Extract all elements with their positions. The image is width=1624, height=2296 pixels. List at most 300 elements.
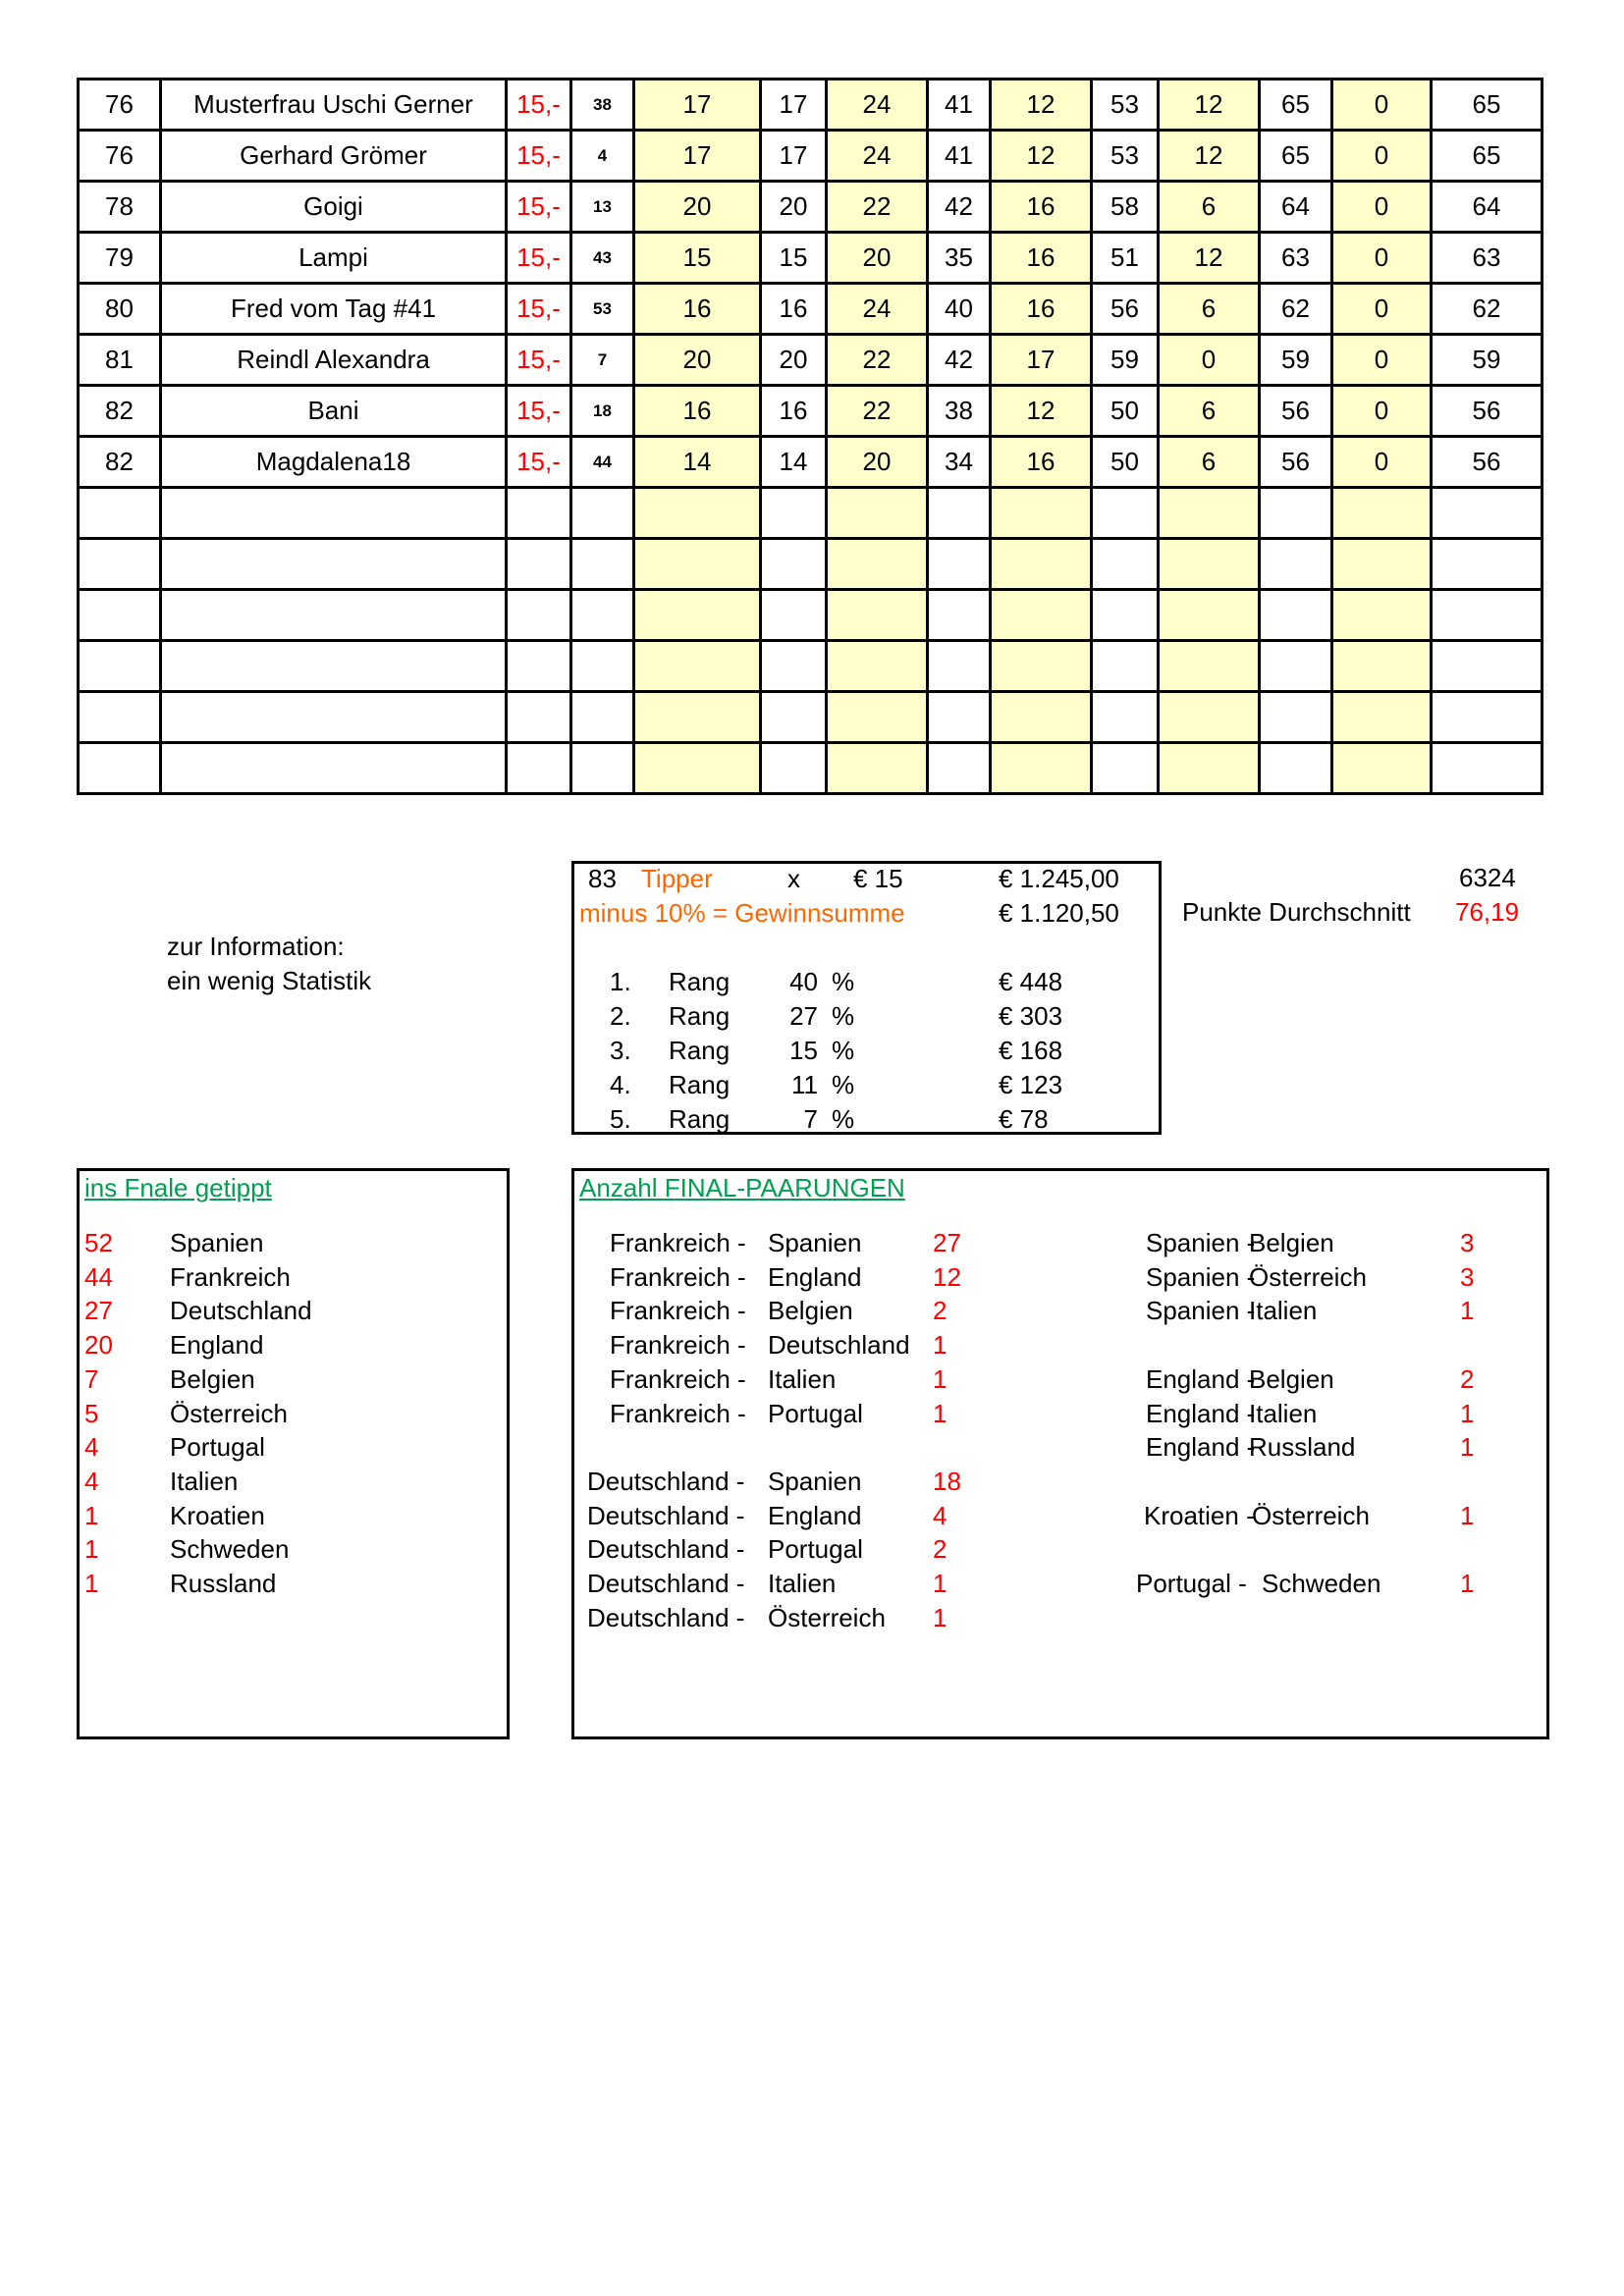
fee-cell: 15,- (507, 284, 571, 335)
percent-sign: % (832, 967, 855, 996)
score-cell (827, 539, 928, 590)
score-cell: 15 (761, 233, 827, 284)
rank-label: Rang (669, 1036, 731, 1065)
score-cell (827, 641, 928, 692)
rank-label: Rang (669, 1070, 731, 1099)
score-cell (761, 641, 827, 692)
rank-cell (79, 692, 161, 743)
pairing-item (1124, 1501, 1537, 1535)
pairing-team-b: Italien (768, 1569, 837, 1598)
score-cell: 12 (1159, 131, 1260, 182)
table-row (79, 743, 1543, 794)
score-cell (634, 692, 761, 743)
pairing-team-a: Spanien - (1146, 1296, 1256, 1326)
minus-label: minus 10% = Gewinnsumme (579, 898, 905, 928)
pairing-team-b: Österreich (1252, 1500, 1370, 1530)
pairing-team-a: Frankreich - (610, 1296, 746, 1326)
score-cell: 35 (928, 233, 991, 284)
score-cell: 16 (991, 182, 1092, 233)
total-cell: 65 (1432, 80, 1543, 131)
total-cell: 63 (1432, 233, 1543, 284)
pairing-count: 1 (1460, 1500, 1475, 1530)
pairing-team-b: England (768, 1500, 862, 1530)
pairing-team-a: Frankreich - (610, 1261, 746, 1292)
pairing-item (1124, 1262, 1537, 1297)
score-cell: 16 (991, 437, 1092, 488)
score-cell: 22 (827, 335, 928, 386)
tipper-number-cell (571, 590, 634, 641)
prize-net-row (574, 898, 1159, 933)
score-cell (1260, 539, 1332, 590)
name-cell: Magdalena18 (161, 437, 507, 488)
rank-cell (79, 641, 161, 692)
tipper-number-cell: 44 (571, 437, 634, 488)
tipper-number-cell (571, 692, 634, 743)
score-cell (761, 692, 827, 743)
finalist-count: 1 (84, 1569, 99, 1598)
pairing-team-a: Portugal - (1136, 1569, 1247, 1598)
pairing-team-a: Frankreich - (610, 1363, 746, 1394)
rank-amount: € 123 (999, 1070, 1063, 1099)
score-cell: 17 (634, 80, 761, 131)
rank-percent: 7 (803, 1104, 818, 1134)
pairing-count: 27 (933, 1228, 961, 1257)
score-cell (1092, 641, 1159, 692)
prize-rank-row (574, 1104, 1159, 1139)
finalist-count: 7 (84, 1363, 99, 1394)
fee-cell: 15,- (507, 182, 571, 233)
fee-cell (507, 539, 571, 590)
rank-cell: 81 (79, 335, 161, 386)
finalist-team: Schweden (170, 1534, 290, 1565)
rank-cell: 82 (79, 437, 161, 488)
score-cell: 17 (634, 131, 761, 182)
points-average-label: Punkte Durchschnitt (1182, 897, 1411, 927)
table-row (79, 335, 1543, 386)
pairing-team-a: Deutschland - (587, 1500, 745, 1530)
pairing-item (1124, 1399, 1537, 1433)
finalist-item (80, 1330, 507, 1364)
pairing-item (1124, 1432, 1537, 1467)
tipper-number-cell: 43 (571, 233, 634, 284)
score-cell: 56 (1092, 284, 1159, 335)
name-cell (161, 743, 507, 794)
name-cell: Fred vom Tag #41 (161, 284, 507, 335)
score-cell: 24 (827, 131, 928, 182)
rank-cell: 80 (79, 284, 161, 335)
score-cell (1092, 743, 1159, 794)
finalist-count: 44 (84, 1261, 113, 1292)
rank-percent: 27 (789, 1001, 818, 1031)
score-cell (1092, 539, 1159, 590)
rank-label: Rang (669, 1104, 731, 1134)
table-row (79, 284, 1543, 335)
percent-sign: % (832, 1001, 855, 1031)
score-cell: 0 (1159, 335, 1260, 386)
score-cell (1092, 590, 1159, 641)
score-cell (991, 692, 1092, 743)
table-row (79, 233, 1543, 284)
score-cell: 24 (827, 80, 928, 131)
pairing-team-b: Spanien (768, 1228, 862, 1257)
rank-cell: 76 (79, 131, 161, 182)
rank-percent: 11 (791, 1070, 818, 1099)
score-cell (1332, 743, 1432, 794)
score-cell: 17 (761, 131, 827, 182)
total-cell: 59 (1432, 335, 1543, 386)
total-cell: 65 (1432, 131, 1543, 182)
score-cell: 16 (761, 386, 827, 437)
finalist-team: Italien (170, 1466, 239, 1496)
score-cell: 65 (1260, 131, 1332, 182)
rank-label: Rang (669, 967, 731, 996)
rank-cell (79, 743, 161, 794)
finalist-team: Portugal (170, 1432, 265, 1463)
pairing-count: 1 (933, 1330, 947, 1361)
pairing-count: 1 (1460, 1432, 1475, 1463)
score-cell: 0 (1332, 233, 1432, 284)
score-cell: 41 (928, 80, 991, 131)
score-cell: 16 (634, 386, 761, 437)
score-cell (1332, 539, 1432, 590)
score-cell: 0 (1332, 80, 1432, 131)
pairing-item (574, 1399, 987, 1433)
tipper-number-cell: 38 (571, 80, 634, 131)
pairing-count: 3 (1460, 1261, 1475, 1292)
score-cell (1260, 641, 1332, 692)
score-cell (1159, 641, 1260, 692)
finalists-title: ins Fnale getippt (84, 1173, 272, 1202)
name-cell (161, 488, 507, 539)
finalist-count: 4 (84, 1432, 99, 1463)
pairing-item (574, 1364, 987, 1399)
score-cell: 42 (928, 182, 991, 233)
fee-cell: 15,- (507, 80, 571, 131)
score-cell: 12 (991, 80, 1092, 131)
total-cell: 64 (1432, 182, 1543, 233)
pairing-team-b: Belgien (1249, 1228, 1334, 1257)
pairing-count: 3 (1460, 1228, 1475, 1257)
score-cell: 17 (761, 80, 827, 131)
pairing-team-a: Frankreich - (610, 1330, 746, 1361)
score-cell (1159, 488, 1260, 539)
score-cell (634, 743, 761, 794)
score-cell (1260, 692, 1332, 743)
name-cell (161, 641, 507, 692)
finalist-team: Frankreich (170, 1261, 291, 1292)
score-cell: 59 (1260, 335, 1332, 386)
pairing-team-a: Deutschland - (587, 1602, 745, 1632)
rank-percent: 15 (789, 1036, 818, 1065)
table-row (79, 488, 1543, 539)
pairing-item (574, 1603, 987, 1637)
pairing-count: 1 (933, 1569, 947, 1598)
score-cell (928, 539, 991, 590)
score-cell: 12 (1159, 80, 1260, 131)
table-row (79, 590, 1543, 641)
finalists-box (77, 1168, 510, 1739)
tipper-number-cell: 13 (571, 182, 634, 233)
pairing-item (574, 1534, 987, 1569)
table-row (79, 80, 1543, 131)
prize-rank-row (574, 967, 1159, 1001)
pairing-item (574, 1569, 987, 1603)
score-cell: 56 (1260, 386, 1332, 437)
score-cell (928, 743, 991, 794)
table-row (79, 131, 1543, 182)
pairing-count: 1 (1460, 1296, 1475, 1326)
pairing-team-a: Deutschland - (587, 1466, 745, 1496)
finalist-item (80, 1399, 507, 1433)
prize-rank-row (574, 1036, 1159, 1070)
table-row (79, 692, 1543, 743)
finalist-count: 27 (84, 1296, 113, 1326)
pairing-team-b: England (768, 1261, 862, 1292)
rank-amount: € 448 (999, 967, 1063, 996)
score-cell: 62 (1260, 284, 1332, 335)
pairing-team-b: Österreich (768, 1602, 886, 1632)
score-cell: 38 (928, 386, 991, 437)
score-cell: 0 (1332, 182, 1432, 233)
points-average-value: 76,19 (1455, 897, 1520, 927)
name-cell: Reindl Alexandra (161, 335, 507, 386)
pairing-item (1124, 1364, 1537, 1399)
tipper-number-cell (571, 488, 634, 539)
finalist-item (80, 1228, 507, 1262)
finalist-team: Kroatien (170, 1500, 265, 1530)
score-cell (634, 641, 761, 692)
score-cell: 56 (1260, 437, 1332, 488)
total-amount: € 1.245,00 (999, 864, 1119, 893)
score-cell: 0 (1332, 437, 1432, 488)
rank-number: 3. (610, 1036, 631, 1065)
score-cell (1260, 743, 1332, 794)
pairing-team-b: Portugal (768, 1398, 863, 1428)
finalist-team: England (170, 1330, 264, 1361)
score-cell: 16 (634, 284, 761, 335)
pairing-team-a: Spanien - (1146, 1228, 1256, 1257)
score-cell: 12 (991, 131, 1092, 182)
finalist-team: Österreich (170, 1398, 288, 1428)
finalist-count: 1 (84, 1500, 99, 1530)
pairing-team-b: Portugal (768, 1534, 863, 1565)
score-cell (827, 692, 928, 743)
pairing-item (574, 1467, 987, 1501)
finalist-team: Spanien (170, 1228, 264, 1257)
pairing-team-a: Kroatien - (1144, 1500, 1255, 1530)
finalist-item (80, 1432, 507, 1467)
score-cell (827, 743, 928, 794)
score-cell: 50 (1092, 386, 1159, 437)
score-cell (1092, 488, 1159, 539)
score-cell (761, 590, 827, 641)
rank-cell: 76 (79, 80, 161, 131)
rank-cell (79, 590, 161, 641)
score-cell (634, 590, 761, 641)
times-sign: x (787, 864, 800, 893)
rank-label: Rang (669, 1001, 731, 1031)
table-row (79, 539, 1543, 590)
score-cell (634, 488, 761, 539)
pairing-team-b: Belgien (1249, 1363, 1334, 1394)
score-cell: 34 (928, 437, 991, 488)
score-cell: 50 (1092, 437, 1159, 488)
score-cell: 20 (827, 233, 928, 284)
score-cell: 22 (827, 182, 928, 233)
percent-sign: % (832, 1036, 855, 1065)
score-cell: 20 (634, 335, 761, 386)
score-cell: 0 (1332, 131, 1432, 182)
rank-number: 2. (610, 1001, 631, 1031)
name-cell: Lampi (161, 233, 507, 284)
pairing-team-b: Italien (768, 1363, 837, 1394)
tipper-number-cell (571, 641, 634, 692)
pairing-count: 2 (933, 1296, 947, 1326)
net-amount: € 1.120,50 (999, 898, 1119, 928)
pairing-item (1124, 1228, 1537, 1262)
score-cell: 12 (991, 386, 1092, 437)
finalist-team: Belgien (170, 1363, 255, 1394)
tipper-label: Tipper (641, 864, 713, 893)
table-row (79, 641, 1543, 692)
score-cell (761, 743, 827, 794)
score-cell: 22 (827, 386, 928, 437)
rank-number: 5. (610, 1104, 631, 1134)
finalist-item (80, 1262, 507, 1297)
score-cell (634, 539, 761, 590)
score-cell (991, 743, 1092, 794)
rank-cell: 78 (79, 182, 161, 233)
score-cell (991, 641, 1092, 692)
pairing-team-b: Italien (1249, 1296, 1318, 1326)
pairing-count: 2 (933, 1534, 947, 1565)
finalist-count: 52 (84, 1228, 113, 1257)
score-cell (1332, 590, 1432, 641)
finalist-item (80, 1501, 507, 1535)
finalist-count: 5 (84, 1398, 99, 1428)
score-cell (928, 590, 991, 641)
pairing-item (574, 1330, 987, 1364)
score-cell (1332, 641, 1432, 692)
pairing-count: 18 (933, 1466, 961, 1496)
tipper-number-cell (571, 539, 634, 590)
score-cell: 12 (1159, 233, 1260, 284)
score-cell: 6 (1159, 182, 1260, 233)
pairing-count: 1 (1460, 1569, 1475, 1598)
info-line-2: ein wenig Statistik (167, 966, 372, 995)
fee-cell (507, 590, 571, 641)
score-cell: 6 (1159, 437, 1260, 488)
score-cell: 20 (761, 182, 827, 233)
name-cell (161, 590, 507, 641)
score-cell (761, 539, 827, 590)
tipper-number-cell: 18 (571, 386, 634, 437)
table-row (79, 182, 1543, 233)
score-cell: 20 (634, 182, 761, 233)
score-cell: 17 (991, 335, 1092, 386)
pairing-team-a: England - (1146, 1432, 1256, 1463)
pairing-count: 12 (933, 1261, 961, 1292)
fee-cell: 15,- (507, 437, 571, 488)
pairing-team-a: England - (1146, 1398, 1256, 1428)
score-cell: 53 (1092, 80, 1159, 131)
finalist-item (80, 1296, 507, 1330)
name-cell (161, 539, 507, 590)
pairing-team-b: Italien (1249, 1398, 1318, 1428)
score-cell (991, 539, 1092, 590)
fee-cell: 15,- (507, 386, 571, 437)
fee-cell (507, 488, 571, 539)
score-cell: 0 (1332, 284, 1432, 335)
score-cell: 40 (928, 284, 991, 335)
rank-amount: € 78 (999, 1104, 1049, 1134)
tipper-count: 83 (588, 864, 617, 893)
rank-percent: 40 (789, 967, 818, 996)
total-cell: 62 (1432, 284, 1543, 335)
pairing-count: 1 (1460, 1398, 1475, 1428)
score-cell: 20 (761, 335, 827, 386)
pairing-item (1124, 1296, 1537, 1330)
score-cell (827, 488, 928, 539)
pairing-item (574, 1262, 987, 1297)
pairing-count: 4 (933, 1500, 947, 1530)
prize-box (571, 861, 1162, 1135)
score-cell (1159, 590, 1260, 641)
score-cell (1260, 488, 1332, 539)
pairing-team-a: Frankreich - (610, 1228, 746, 1257)
total-cell (1432, 590, 1543, 641)
score-cell: 20 (827, 437, 928, 488)
score-cell: 58 (1092, 182, 1159, 233)
rank-cell (79, 539, 161, 590)
name-cell: Musterfrau Uschi Gerner (161, 80, 507, 131)
finalist-team: Deutschland (170, 1296, 312, 1326)
score-cell (1159, 539, 1260, 590)
pairing-team-a: England - (1146, 1363, 1256, 1394)
tipper-number-cell: 7 (571, 335, 634, 386)
total-cell (1432, 692, 1543, 743)
pairing-team-b: Schweden (1262, 1569, 1381, 1598)
finalist-count: 4 (84, 1466, 99, 1496)
prize-total-row (574, 864, 1159, 898)
score-cell: 6 (1159, 386, 1260, 437)
score-cell: 53 (1092, 131, 1159, 182)
score-cell: 14 (761, 437, 827, 488)
tipper-number-cell: 4 (571, 131, 634, 182)
score-cell: 16 (991, 233, 1092, 284)
pairing-team-b: Spanien (768, 1466, 862, 1496)
rank-cell: 82 (79, 386, 161, 437)
prize-rank-row (574, 1001, 1159, 1036)
pairing-count: 1 (933, 1398, 947, 1428)
ranking-table-body (79, 80, 1543, 794)
prize-rank-row (574, 1070, 1159, 1104)
pairing-item (1124, 1569, 1537, 1603)
score-cell (928, 692, 991, 743)
rank-cell: 79 (79, 233, 161, 284)
score-cell (827, 590, 928, 641)
score-cell: 24 (827, 284, 928, 335)
score-cell: 63 (1260, 233, 1332, 284)
finalist-item (80, 1467, 507, 1501)
fee-cell (507, 692, 571, 743)
table-row (79, 386, 1543, 437)
score-cell: 16 (761, 284, 827, 335)
score-cell (928, 488, 991, 539)
pairings-box (571, 1168, 1549, 1739)
score-cell (991, 590, 1092, 641)
name-cell: Bani (161, 386, 507, 437)
